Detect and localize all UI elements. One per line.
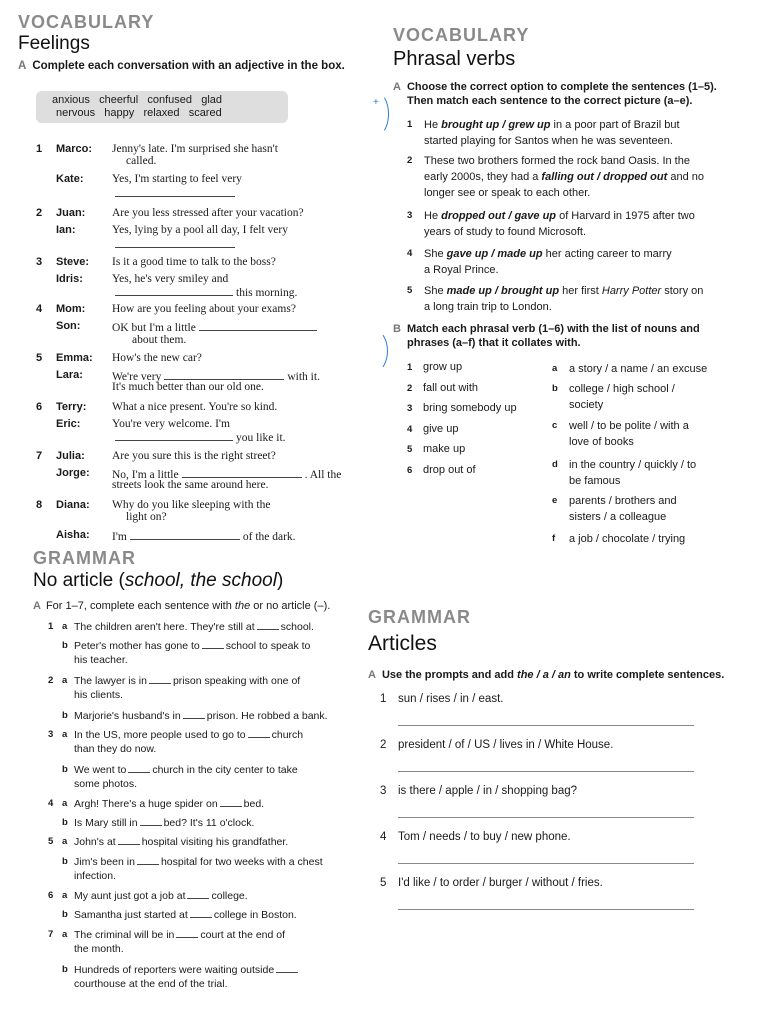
exercise-letter: A	[368, 669, 376, 681]
phrasal-verb-item	[407, 443, 465, 455]
dialogue-line: What a nice present. You're so kind.	[112, 401, 278, 413]
item-line: infection.	[74, 870, 117, 882]
dialogue-text: OK but I'm a little	[112, 322, 196, 334]
prompt-number: 1	[380, 693, 387, 705]
dialogue-line	[112, 381, 264, 394]
answer-blank[interactable]	[140, 816, 162, 826]
item-number: 5	[48, 836, 54, 847]
instruction-italic: the / a / an	[517, 669, 571, 681]
articles-instruction	[368, 669, 724, 681]
prompt-item	[380, 739, 613, 751]
verb-text: make up	[423, 443, 466, 455]
verb-number: 6	[407, 464, 413, 476]
instruction-italic: the	[234, 600, 251, 612]
dialogue-text: this morning.	[236, 287, 298, 299]
sentence-text: story on	[661, 285, 704, 297]
item-letter: a	[62, 836, 68, 847]
section-kicker-grammar-2: GRAMMAR	[368, 607, 471, 627]
item-line	[74, 797, 264, 811]
exercise-letter: A	[33, 600, 41, 612]
answer-blank[interactable]	[187, 889, 209, 899]
item-text: church	[271, 729, 304, 741]
dialogue-text: It's much better than our old one.	[112, 381, 264, 393]
answer-line[interactable]	[398, 909, 694, 910]
sentence-line	[424, 283, 703, 299]
item-line: his teacher.	[74, 654, 128, 666]
item-text: Peter's mother has gone to	[74, 640, 200, 652]
item-text: prison speaking with one of	[172, 675, 301, 687]
item-text: Argh! There's a huge spider on	[74, 798, 218, 810]
option-choice: gave up / made up	[446, 248, 543, 260]
dialogue-line	[112, 285, 297, 300]
verb-number: 5	[407, 444, 413, 455]
item-line: than they do now.	[74, 743, 157, 755]
phrase-text: sisters / a colleague	[569, 511, 667, 523]
dialogue-text: Yes, lying by a pool all day, I felt very	[112, 224, 288, 236]
sentence-text: her acting career to marry	[542, 248, 672, 260]
item-text: bed.	[243, 798, 265, 810]
dialogue-line: Jenny's late. I'm surprised she hasn't	[112, 143, 278, 155]
phrase-text: be famous	[569, 475, 621, 487]
prompt-item	[380, 831, 571, 843]
verb-text: fall out with	[423, 381, 479, 394]
sentence-line	[424, 117, 680, 133]
phrase-letter: c	[552, 420, 558, 431]
section-kicker-vocabulary-2: VOCABULARY	[393, 25, 530, 45]
item-line	[74, 889, 248, 903]
speaker-name: Lara:	[56, 369, 83, 381]
answer-line[interactable]	[398, 725, 694, 726]
speaker-name: Terry:	[56, 401, 87, 413]
phrase-letter: a	[552, 363, 558, 374]
item-text: Hundreds of reporters were waiting outside	[74, 964, 275, 976]
phrase-letter: f	[552, 533, 556, 544]
instruction-part: or no article (–).	[250, 600, 331, 612]
sentence-number: 4	[407, 248, 413, 259]
prompt-item	[380, 877, 603, 889]
speaker-name: Son:	[56, 320, 81, 332]
answer-blank[interactable]	[118, 835, 140, 845]
instruction-line-1: Choose the correct option to complete the sentences (1–5).	[406, 81, 717, 93]
answer-blank[interactable]	[182, 467, 302, 478]
verb-text: grow up	[423, 361, 463, 373]
item-text: church in the city center to take	[152, 764, 298, 776]
sentence-line	[424, 299, 552, 315]
item-letter: b	[62, 909, 68, 920]
sentence-text: started playing for Santos when he was seventeen.	[424, 135, 673, 147]
item-text: college in Boston.	[213, 909, 297, 921]
prompt-text: is there / apple / in / shopping bag?	[398, 785, 578, 797]
conversation-number: 4	[36, 303, 43, 315]
dialogue-line: Is it a good time to talk to the boss?	[112, 256, 276, 268]
item-text: school.	[280, 621, 314, 633]
item-number: 7	[48, 929, 54, 940]
speaker-name: Julia:	[56, 450, 85, 462]
grammar-instruction	[33, 600, 330, 612]
phrase-text: a job / chocolate / trying	[569, 533, 686, 545]
prompt-number: 2	[380, 739, 387, 751]
sentence-text: and no	[667, 171, 704, 183]
conversation-number: 5	[36, 352, 43, 364]
blank-line	[112, 237, 238, 252]
section-title-no-article	[33, 570, 283, 592]
sentence-text: He	[424, 119, 442, 131]
item-line	[74, 855, 323, 869]
speaker-name: Juan:	[56, 207, 86, 219]
dialogue-text: Yes, I'm starting to feel very	[112, 173, 242, 185]
item-number: 4	[48, 798, 54, 809]
phrase-text: college / high school /	[569, 383, 675, 395]
phrasal-verb-item	[407, 361, 462, 373]
item-line	[74, 639, 310, 653]
dialogue-line: called.	[126, 155, 157, 167]
dialogue-text: with it.	[287, 371, 320, 383]
dialogue-text: We're very	[112, 371, 162, 383]
item-text: court at the end of	[200, 929, 286, 941]
item-line	[74, 674, 300, 688]
sentence-text: early 2000s, they had a	[424, 171, 542, 183]
phrase-text: love of books	[569, 436, 634, 448]
speaker-name: Kate:	[56, 173, 84, 185]
sentence-text: a long train trip to London.	[424, 301, 552, 313]
sentence-text: These two brothers formed the rock band Oasis. In the	[424, 155, 690, 167]
dialogue-text: you like it.	[236, 432, 286, 444]
dialogue-text: streets look the same around here.	[112, 479, 269, 491]
sentence-text: a Royal Prince.	[424, 264, 499, 276]
verb-text: give up	[423, 422, 459, 435]
dialogue-line	[112, 224, 288, 237]
instruction-part: For 1–7, complete each sentence with	[45, 600, 235, 612]
dialogue-text: No, I'm a little	[112, 469, 179, 481]
dialogue-line: Are you sure this is the right street?	[112, 450, 276, 462]
section-title-phrasal-verbs: Phrasal verbs	[393, 48, 516, 70]
sentence-text: He	[424, 210, 442, 222]
prompt-text: president / of / US / lives in / White House.	[398, 739, 614, 751]
item-letter: b	[62, 640, 68, 651]
item-line	[74, 709, 328, 723]
item-line	[74, 928, 285, 942]
dialogue-text: . All the	[304, 469, 342, 481]
sentence-text: She	[424, 248, 447, 260]
conversation-number: 2	[36, 207, 43, 219]
answer-line[interactable]	[398, 817, 694, 818]
sentence-number: 5	[407, 285, 413, 296]
item-letter: a	[62, 675, 68, 686]
item-letter: a	[62, 798, 68, 809]
item-line: the month.	[74, 943, 124, 955]
sentence-text: She	[424, 285, 447, 297]
item-text: My aunt just got a job at	[74, 890, 186, 902]
item-number: 2	[48, 675, 54, 686]
conversation-number: 6	[36, 401, 43, 413]
phrasal-verb-item	[407, 402, 517, 414]
dialogue-line	[112, 529, 296, 544]
sentence-line	[424, 153, 690, 169]
phrase-letter: b	[552, 383, 558, 394]
phrasal-verb-item	[407, 464, 476, 476]
item-text: Marjorie's husband's in	[74, 710, 181, 722]
item-text: bed? It's 11 o'clock.	[163, 817, 255, 829]
item-text: John's at	[74, 836, 116, 848]
item-text: school to speak to	[225, 640, 311, 652]
verb-number: 3	[407, 403, 413, 414]
answer-blank[interactable]	[248, 728, 270, 738]
blank-line	[112, 186, 238, 201]
item-line: courthouse at the end of the trial.	[74, 978, 228, 990]
conversation-number: 8	[36, 499, 43, 511]
dialogue-line: How are you feeling about your exams?	[112, 303, 296, 315]
item-line	[74, 620, 314, 634]
instruction-text: Complete each conversation with an adjective in the box.	[32, 60, 345, 72]
instruction-line-2: phrases (a–f) that it collates with.	[407, 337, 581, 349]
item-line	[74, 728, 303, 742]
exercise-b-instruction	[393, 322, 753, 350]
answer-blank[interactable]	[115, 237, 235, 248]
speaker-name: Mom:	[56, 303, 86, 315]
word-box-row-2: nervous happy relaxed scared	[56, 107, 222, 119]
item-text: The children aren't here. They're still at	[74, 621, 255, 633]
item-letter: b	[62, 764, 68, 775]
phrase-letter: d	[552, 459, 558, 470]
answer-line[interactable]	[398, 771, 694, 772]
item-letter: a	[62, 621, 68, 632]
dialogue-line: Are you less stressed after your vacation?	[112, 207, 304, 219]
item-letter: a	[62, 729, 68, 740]
item-line	[74, 816, 254, 830]
sentence-text: of Harvard in 1975 after two	[556, 210, 695, 222]
option-choice: brought up / grew up	[441, 119, 551, 131]
instruction-line-2: Then match each sentence to the correct picture (a–e).	[407, 95, 693, 107]
sentence-line: longer see or speak to each other.	[424, 187, 591, 199]
item-text: hospital visiting his grandfather.	[141, 836, 289, 848]
item-letter: a	[62, 890, 68, 901]
section-kicker-vocabulary: VOCABULARY	[18, 12, 155, 32]
item-text: In the US, more people used to go to	[74, 729, 246, 741]
answer-blank[interactable]	[202, 639, 224, 649]
plus-icon: +	[373, 97, 379, 108]
item-number: 6	[48, 890, 54, 901]
answer-line[interactable]	[398, 863, 694, 864]
verb-text: bring somebody up	[423, 402, 517, 414]
item-line	[74, 763, 298, 777]
item-letter: b	[62, 856, 68, 867]
item-text: The lawyer is in	[74, 675, 147, 687]
sentence-line	[424, 246, 672, 262]
item-line	[74, 908, 297, 922]
phrase-text: a story / a name / an excuse	[569, 363, 708, 375]
answer-blank[interactable]	[130, 529, 240, 540]
speaker-name: Emma:	[56, 352, 93, 364]
sentence-number: 1	[407, 119, 413, 130]
answer-blank[interactable]	[149, 674, 171, 684]
word-box	[36, 91, 288, 123]
prompt-item	[380, 785, 577, 797]
prompt-text: sun / rises / in / east.	[398, 693, 504, 705]
exercise-letter: A	[393, 81, 401, 93]
speaker-name: Diana:	[56, 499, 90, 511]
answer-blank[interactable]	[276, 963, 298, 973]
sentence-line	[424, 169, 704, 185]
title-part: No article (	[33, 570, 125, 591]
dialogue-line	[112, 479, 268, 492]
answer-blank[interactable]	[220, 797, 242, 807]
section-title-feelings: Feelings	[18, 33, 90, 54]
item-number: 3	[48, 729, 54, 740]
answer-blank[interactable]	[257, 620, 279, 630]
phrasal-verb-item	[407, 382, 478, 394]
prompt-item	[380, 693, 503, 705]
sentence-number: 3	[407, 210, 413, 221]
sentence-line	[424, 133, 673, 149]
speaker-name: Eric:	[56, 418, 81, 430]
phrase-text: in the country / quickly / to	[569, 459, 697, 471]
prompt-text: I'd like / to order / burger / without / fries.	[398, 877, 603, 889]
verb-number: 1	[407, 362, 413, 373]
book-title: Harry Potter	[601, 285, 662, 297]
item-letter: b	[62, 964, 68, 975]
dialogue-text: Yes, he's very smiley and	[112, 273, 229, 285]
item-text: Is Mary still in	[74, 817, 138, 829]
phrase-text: society	[569, 399, 604, 411]
answer-blank[interactable]	[115, 186, 235, 197]
title-italic-part: school, the school	[124, 570, 277, 591]
answer-blank[interactable]	[183, 709, 205, 719]
item-number: 1	[48, 621, 54, 632]
prompt-text: Tom / needs / to buy / new phone.	[398, 831, 571, 843]
option-choice: made up / brought up	[446, 285, 560, 297]
prompt-number: 5	[380, 877, 387, 889]
dialogue-line	[126, 332, 186, 347]
verb-number: 4	[407, 423, 413, 435]
instruction-line-1: Match each phrasal verb (1–6) with the list of nouns and	[406, 323, 700, 335]
answer-blank[interactable]	[190, 908, 212, 918]
conversation-number: 3	[36, 256, 43, 268]
speaker-name: Marco:	[56, 143, 93, 155]
sentence-line	[424, 262, 499, 278]
dialogue-text: You're very welcome. I'm	[112, 418, 230, 430]
speaker-name: Jorge:	[56, 467, 90, 479]
dialogue-line: How's the new car?	[112, 352, 202, 364]
exercise-instruction	[18, 60, 358, 73]
item-text: We went to	[74, 764, 127, 776]
phrase-text: parents / brothers and	[569, 495, 677, 507]
item-letter: a	[62, 929, 68, 940]
item-text: college.	[211, 890, 248, 902]
answer-blank[interactable]	[164, 369, 284, 380]
exercise-letter: B	[393, 323, 401, 335]
speaker-name: Aisha:	[56, 529, 90, 541]
conversation-number: 1	[36, 143, 43, 155]
phrase-text: well / to be polite / with a	[569, 420, 689, 432]
answer-blank[interactable]	[199, 320, 317, 331]
item-line	[74, 963, 300, 977]
speaker-name: Ian:	[56, 224, 76, 236]
option-choice: dropped out / gave up	[441, 210, 557, 222]
sentence-text: years of study to found Microsoft.	[424, 226, 587, 238]
verb-number: 2	[407, 382, 413, 394]
item-line: some photos.	[74, 778, 138, 790]
item-text: prison. He robbed a bank.	[206, 710, 328, 722]
sentence-line	[424, 208, 695, 224]
item-text: The criminal will be in	[74, 929, 175, 941]
item-line: his clients.	[74, 689, 124, 701]
dialogue-line	[112, 173, 242, 186]
dialogue-line: Why do you like sleeping with the	[112, 499, 271, 511]
answer-blank[interactable]	[115, 430, 233, 441]
prompt-number: 3	[380, 785, 387, 797]
sentence-text: her first	[559, 285, 602, 297]
answer-blank[interactable]	[115, 285, 233, 296]
section-title-articles: Articles	[368, 632, 437, 655]
dialogue-line	[112, 430, 286, 445]
phrase-letter: e	[552, 495, 558, 506]
sentence-line	[424, 224, 586, 240]
dialogue-text: about them.	[132, 334, 187, 346]
answer-blank[interactable]	[128, 763, 150, 773]
answer-blank[interactable]	[176, 928, 198, 938]
word-box-row-1: anxious cheerful confused glad	[52, 94, 222, 106]
margin-mark-icon-2	[362, 330, 388, 372]
phrasal-verb-item	[407, 423, 458, 435]
answer-blank[interactable]	[137, 855, 159, 865]
title-part: )	[276, 570, 284, 591]
sentence-text: in a poor part of Brazil but	[550, 119, 680, 131]
item-line	[74, 835, 288, 849]
option-choice: falling out / dropped out	[541, 171, 668, 183]
instruction-part: Use the prompts and add	[381, 669, 518, 681]
section-kicker-grammar: GRAMMAR	[33, 548, 136, 568]
dialogue-text: I'm	[112, 531, 127, 543]
sentence-number: 2	[407, 155, 413, 166]
dialogue-line: light on?	[126, 511, 167, 523]
speaker-name: Steve:	[56, 256, 90, 268]
item-text: hospital for two weeks with a chest	[160, 856, 323, 868]
instruction-part: to write complete sentences.	[570, 669, 725, 681]
exercise-a-instruction	[393, 80, 753, 108]
item-letter: b	[62, 817, 68, 828]
item-text: Jim's been in	[74, 856, 135, 868]
exercise-letter: A	[18, 60, 27, 72]
verb-text: drop out of	[423, 463, 476, 476]
conversation-number: 7	[36, 450, 43, 462]
item-letter: b	[62, 710, 68, 721]
dialogue-text: of the dark.	[242, 531, 296, 543]
speaker-name: Idris:	[56, 273, 83, 285]
item-text: Samantha just started at	[74, 909, 188, 921]
prompt-number: 4	[380, 831, 387, 843]
